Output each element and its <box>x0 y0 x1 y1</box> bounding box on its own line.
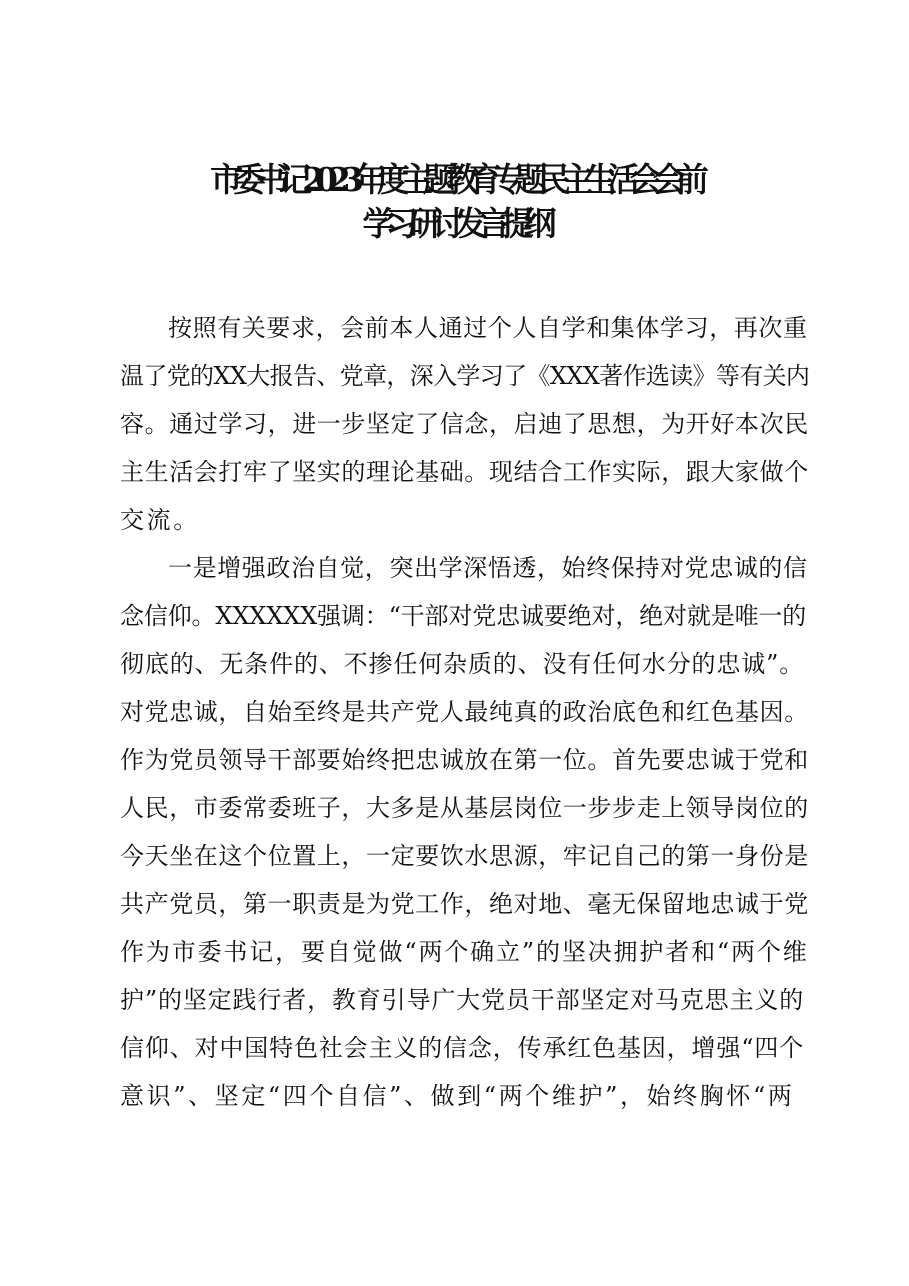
paragraph-line: 共产党员，第一职责是为党工作，绝对地、毫无保留地忠诚于党 <box>120 890 809 918</box>
paragraph-line: 信仰、对中国特色社会主义的信念，传承红色基因，增强“四个 <box>120 1034 805 1062</box>
paragraph-line: 念信仰。XXXXXX强调：“干部对党忠诚要绝对，绝对就是唯一的 <box>120 602 807 630</box>
paragraph-line: 作为市委书记，要自觉做“两个确立”的坚决拥护者和“两个维 <box>120 938 809 966</box>
paragraph-line: 彻底的、无条件的、不掺任何杂质的、没有任何水分的忠诚”。 <box>120 650 805 678</box>
paragraph-line: 容。通过学习，进一步坚定了信念，启迪了思想，为开好本次民 <box>120 410 809 438</box>
paragraph-line: 护”的坚定践行者，教育引导广大党员干部坚定对马克思主义的 <box>120 986 805 1014</box>
paragraph-line: 意识”、坚定“四个自信”、做到“两个维护”，始终胸怀“两 <box>120 1082 795 1110</box>
paragraph-line: 按照有关要求，会前本人通过个人自学和集体学习，再次重 <box>168 314 808 342</box>
paragraph-line: 人民，市委常委班子，大多是从基层岗位一步步走上领导岗位的 <box>120 794 809 822</box>
document-title-line-1: 市委书记2023年度主题教育专题民主生活会会前 <box>210 160 699 199</box>
paragraph-line: 作为党员领导干部要始终把忠诚放在第一位。首先要忠诚于党和 <box>120 746 809 774</box>
paragraph-line: 对党忠诚，自始至终是共产党人最纯真的政治底色和红色基因。 <box>120 698 809 726</box>
paragraph-line: 今天坐在这个位置上，一定要饮水思源，牢记自己的第一身份是 <box>120 842 809 870</box>
document-title-line-2: 学习研讨发言提纲 <box>362 204 547 243</box>
paragraph-line: 交流。 <box>120 506 200 534</box>
paragraph-line: 主生活会打牢了坚实的理论基础。现结合工作实际，跟大家做个 <box>120 458 809 486</box>
paragraph-line: 温了党的XX大报告、党章，深入学习了《XXX著作选读》等有关内 <box>120 362 810 390</box>
paragraph-line: 一是增强政治自觉，突出学深悟透，始终保持对党忠诚的信 <box>168 554 808 582</box>
